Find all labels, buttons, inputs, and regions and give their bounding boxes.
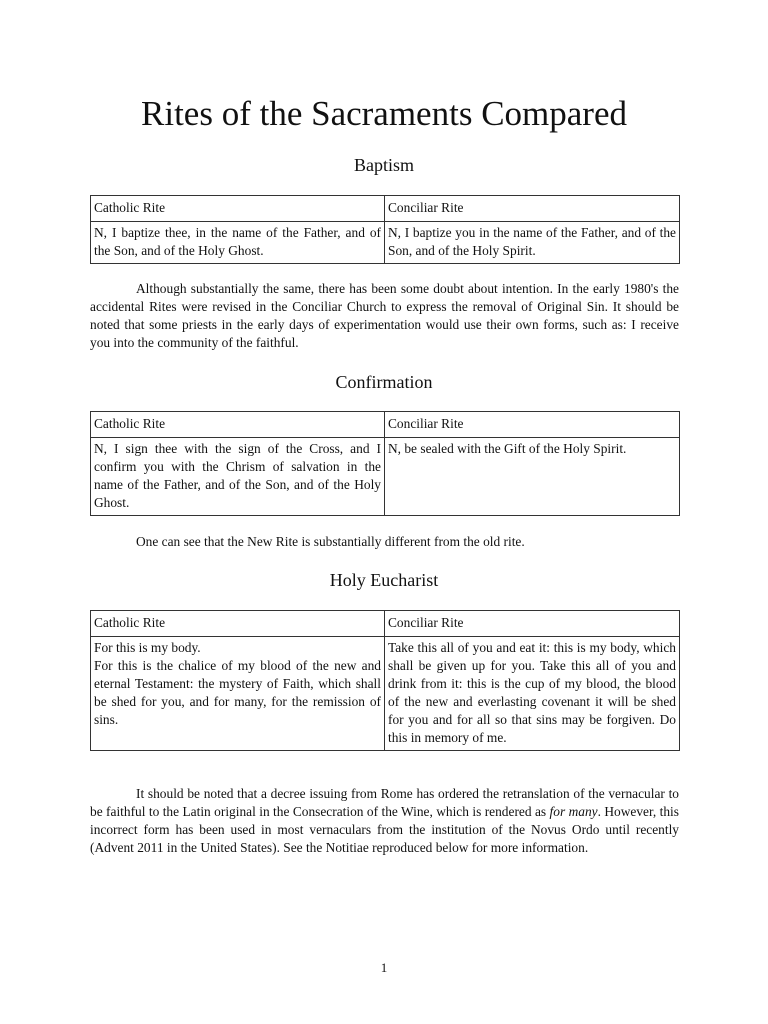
section-heading-baptism: Baptism [353, 155, 414, 175]
baptism-conciliar-form: N, I baptize you in the name of the Father, and of the Son, and of the Holy Spirit. [385, 222, 680, 264]
baptism-catholic-form: N, I baptize thee, in the name of the Father, and of the Son, and of the Holy Ghost. [91, 222, 385, 264]
table-header-row [91, 611, 680, 637]
confirmation-table [90, 411, 680, 516]
conciliar-rite-header: Conciliar Rite [385, 611, 680, 637]
baptism-commentary [90, 280, 679, 352]
eucharist-commentary-part2: . However, this incorrect form has been used in most vernaculars from the institution of the Novus Ordo until recently (Advent 2011 in the United States). See the Notitiae reproduced below for more information. [90, 804, 679, 855]
eucharist-catholic-form [91, 637, 385, 751]
confirmation-catholic-form: N, I sign thee with the sign of the Cross, and I confirm you with the Chrism of salvation in the name of the Father, and of the Son, and of the Holy Ghost. [91, 438, 385, 516]
document-title: Rites of the Sacraments Compared [141, 94, 627, 133]
eucharist-table [90, 610, 680, 751]
page-number: 1 [380, 960, 388, 975]
conciliar-rite-header: Conciliar Rite [385, 196, 680, 222]
catholic-wine-consecration: For this is the chalice of my blood of the new and eternal Testament: the mystery of Faith, which shall be shed for you, and for many, for the remission of sins. [94, 658, 381, 727]
confirmation-commentary-text: One can see that the New Rite is substantially different from the old rite. [136, 534, 525, 549]
table-header-row [91, 412, 680, 438]
table-row [91, 222, 680, 264]
catholic-host-consecration: For this is my body. [94, 640, 201, 655]
eucharist-commentary [90, 785, 679, 857]
catholic-rite-header: Catholic Rite [91, 196, 385, 222]
section-heading-eucharist: Holy Eucharist [329, 570, 439, 590]
section-heading-confirmation: Confirmation [335, 372, 433, 392]
catholic-rite-header: Catholic Rite [91, 611, 385, 637]
baptism-table [90, 195, 680, 264]
confirmation-conciliar-form: N, be sealed with the Gift of the Holy Spirit. [385, 438, 680, 516]
baptism-commentary-text: Although substantially the same, there has been some doubt about intention. In the early 1980's the accidental Rites were revised in the Conciliar Church to express the removal of Original Sin. It should be noted that some priests in the early days of experimentation would use their own forms, such as: I receive you into the community of the faithful. [90, 281, 679, 350]
eucharist-commentary-part1: It should be noted that a decree issuing from Rome has ordered the retranslation of the vernacular to be faithful to the Latin original in the Consecration of the Wine, which is rendered as [90, 786, 679, 819]
catholic-rite-header: Catholic Rite [91, 412, 385, 438]
confirmation-commentary [90, 533, 679, 551]
eucharist-commentary-emphasis: for many [549, 804, 598, 819]
eucharist-conciliar-form: Take this all of you and eat it: this is my body, which shall be given up for you. Take this all of you and drink from it: this is the cup of my blood, the blood of the new and everlasting covenant it will be shed for you and for all so that sins may be forgiven. Do this in memory of me. [385, 637, 680, 751]
table-row [91, 637, 680, 751]
table-row [91, 438, 680, 516]
conciliar-rite-header: Conciliar Rite [385, 412, 680, 438]
table-header-row [91, 196, 680, 222]
